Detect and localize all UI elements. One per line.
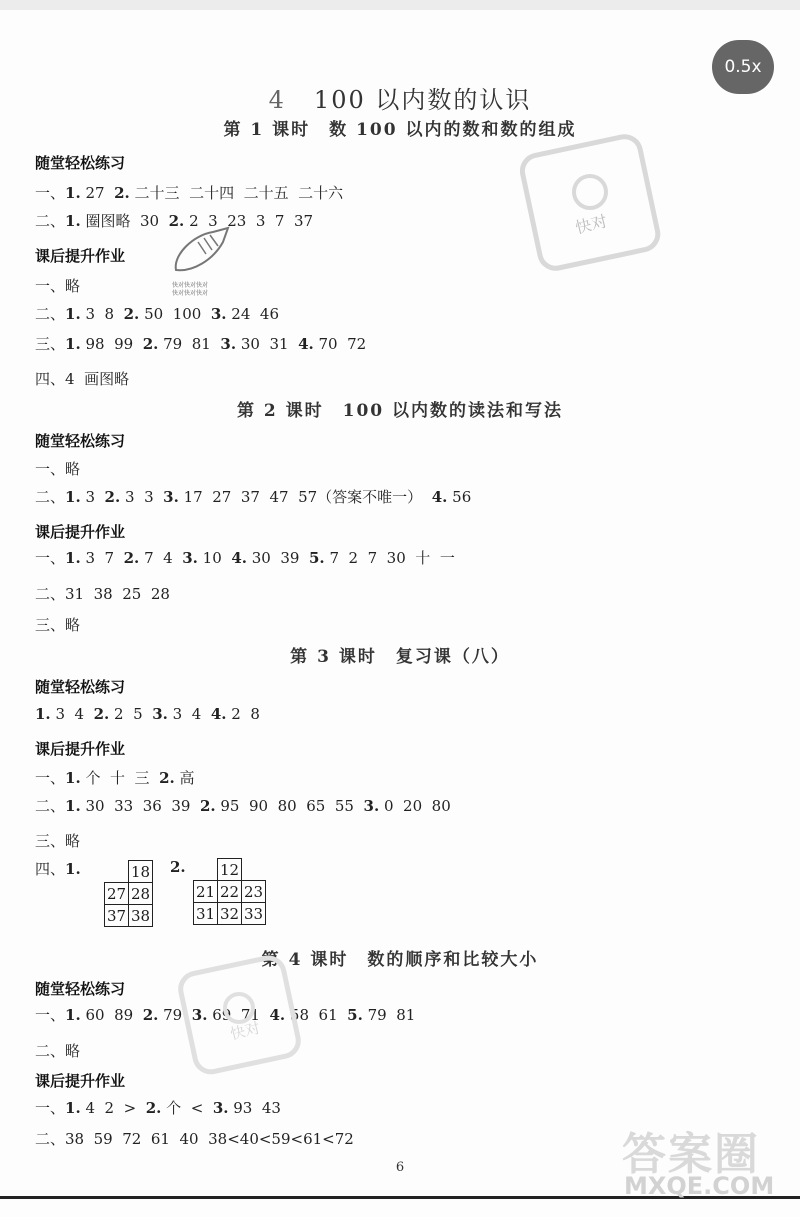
lesson-title: 第 3 课时 复习课（八） — [290, 647, 510, 667]
answer-text: 一、 — [35, 769, 66, 787]
answer-line — [35, 275, 80, 296]
question-number: 2. — [159, 769, 175, 787]
question-number: 1. — [65, 769, 81, 787]
answer-text: 30 39 — [246, 549, 309, 567]
answer-text: 三、 — [35, 335, 66, 353]
kuaidui-watermark-icon — [520, 130, 670, 275]
lesson-title: 第 1 课时 数 100 以内的数和数的组成 — [223, 120, 577, 140]
question-number: 2. — [145, 1099, 162, 1117]
answer-text: 一、略 — [35, 277, 81, 295]
answer-text: 30 31 — [236, 335, 299, 353]
answer-text: 10 — [197, 549, 232, 567]
question-number: 1. — [65, 860, 81, 878]
answer-line — [35, 583, 170, 604]
section-heading: 随堂轻松练习 — [35, 678, 126, 696]
answer-text: 95 90 80 65 55 — [215, 797, 364, 815]
grid-cell: 31 — [194, 903, 218, 925]
question-number: 3. — [163, 488, 179, 506]
question-number: 3. — [191, 1006, 208, 1024]
question-number: 2. — [104, 488, 121, 506]
answer-line — [35, 333, 366, 354]
question-number: 1. — [65, 184, 81, 202]
answer-text: 70 72 — [313, 335, 367, 353]
answer-line — [35, 1128, 354, 1149]
answer-text: 四、 — [35, 860, 66, 878]
answer-text: 3 4 — [50, 705, 94, 723]
answer-line — [35, 368, 129, 389]
question-number: 4. — [431, 488, 448, 506]
number-grid — [104, 860, 153, 927]
grid-cell — [105, 861, 129, 883]
question-number: 4. — [298, 335, 314, 353]
answer-text: 56 — [447, 488, 472, 506]
answer-line — [35, 767, 195, 788]
question-number: 4. — [269, 1006, 286, 1024]
answer-line — [35, 1097, 281, 1118]
grid-cell: 23 — [242, 881, 266, 903]
answer-text: 个 < — [161, 1099, 213, 1117]
question-number: 1. — [65, 305, 81, 323]
answer-text: 一、 — [35, 1099, 66, 1117]
section-heading: 随堂轻松练习 — [35, 154, 126, 172]
answer-text: 三、略 — [35, 616, 81, 634]
chapter-name: 100 以内数的认识 — [313, 86, 532, 114]
chapter-number: 4 — [268, 86, 286, 114]
answer-text: 7 4 — [139, 549, 183, 567]
grid-cell: 37 — [105, 905, 129, 927]
watermark-text: 快对 — [228, 1018, 262, 1044]
grid-row — [105, 861, 153, 883]
answer-text: 4 2 > — [80, 1099, 146, 1117]
answer-text: 93 43 — [228, 1099, 281, 1117]
question-number: 2. — [93, 705, 110, 723]
section-heading: 随堂轻松练习 — [35, 980, 126, 998]
question-number: 1. — [65, 1006, 81, 1024]
grid-row — [194, 881, 266, 903]
grid-cell: 32 — [218, 903, 242, 925]
answer-text: 98 99 — [80, 335, 143, 353]
answer-text: 2 8 — [226, 705, 260, 723]
answer-line — [35, 303, 279, 324]
grid-cell: 28 — [129, 883, 153, 905]
site-watermark-logo: 答案圈 — [622, 1129, 760, 1180]
answer-text: 一、 — [35, 549, 66, 567]
grid-cell: 38 — [129, 905, 153, 927]
answer-text: 3 3 — [120, 488, 164, 506]
question-number: 2. — [142, 335, 159, 353]
grid-label: 2. — [170, 858, 186, 876]
answer-line — [35, 795, 451, 816]
answer-line — [35, 458, 80, 479]
lesson-title: 第 4 课时 数的顺序和比较大小 — [261, 950, 539, 970]
answer-text: 30 33 36 39 — [80, 797, 200, 815]
question-number: 1. — [65, 1099, 81, 1117]
grid-cell: 12 — [218, 859, 242, 881]
grid-cell — [194, 859, 218, 881]
answer-line — [35, 705, 260, 723]
answer-text: 3 8 — [80, 305, 124, 323]
answer-text: 二十三 二十四 二十五 二十六 — [129, 184, 344, 202]
answer-text: 3 7 — [80, 549, 124, 567]
site-watermark-url: MXQE.COM — [624, 1172, 775, 1200]
question-number: 3. — [363, 797, 380, 815]
grid-cell — [242, 859, 266, 881]
question-number: 2. — [114, 184, 130, 202]
grid-cell: 33 — [242, 903, 266, 925]
answer-line — [35, 1040, 80, 1061]
question-number: 2. — [168, 212, 185, 230]
question-number: 1. — [65, 549, 81, 567]
section-heading: 课后提升作业 — [35, 247, 126, 265]
answer-text: 7 2 7 30 十 一 — [324, 549, 455, 567]
answer-text: 27 — [80, 184, 115, 202]
answer-line — [35, 182, 343, 203]
question-number: 5. — [309, 549, 325, 567]
grid-cell: 22 — [218, 881, 242, 903]
question-number: 1. — [65, 797, 81, 815]
question-number: 3. — [212, 1099, 229, 1117]
question-number: 2. — [123, 305, 140, 323]
answer-text: 一、略 — [35, 460, 81, 478]
question-number: 3. — [152, 705, 168, 723]
answer-text: 一、 — [35, 1006, 66, 1024]
answer-text: 二、 — [35, 305, 66, 323]
answer-text: 0 20 80 — [379, 797, 451, 815]
answer-text: 2 3 23 3 7 37 — [184, 212, 314, 230]
question-number: 3. — [182, 549, 198, 567]
answer-text: 四、4 画图略 — [35, 370, 130, 388]
answer-text: 79 81 — [158, 335, 221, 353]
question-number: 5. — [347, 1006, 363, 1024]
answer-text: 二、略 — [35, 1042, 81, 1060]
top-bar — [0, 0, 800, 10]
answer-text: 24 46 — [226, 305, 280, 323]
number-grid — [193, 858, 266, 925]
question-number: 2. — [123, 549, 140, 567]
question-number: 1. — [65, 488, 81, 506]
answer-text: 3 4 — [167, 705, 211, 723]
answer-line — [35, 547, 455, 568]
answer-line — [35, 858, 81, 879]
answer-line — [35, 830, 80, 851]
question-number: 1. — [65, 335, 81, 353]
answer-text: 三、略 — [35, 832, 81, 850]
answer-text: 二、 — [35, 488, 66, 506]
grid-cell: 21 — [194, 881, 218, 903]
answer-text: 50 100 — [139, 305, 211, 323]
grid-row — [105, 905, 153, 927]
question-number: 1. — [35, 705, 51, 723]
lesson-title: 第 2 课时 100 以内数的读法和写法 — [236, 401, 564, 421]
grid-row — [105, 883, 153, 905]
watermark-text: 快对 — [573, 211, 610, 238]
page-number: 6 — [395, 1160, 405, 1175]
answer-line — [35, 486, 471, 507]
grid-row — [194, 903, 266, 925]
answer-text: 高 — [174, 769, 195, 787]
answer-text: 个 十 三 — [80, 769, 160, 787]
grid-cell: 18 — [129, 861, 153, 883]
section-heading: 随堂轻松练习 — [35, 432, 126, 450]
answer-text: 58 61 — [285, 1006, 348, 1024]
question-number: 1. — [65, 212, 81, 230]
answer-text: 17 27 37 47 57（答案不唯一） — [178, 488, 432, 506]
answer-text: 79 — [158, 1006, 192, 1024]
chapter-title — [0, 80, 800, 115]
carrot-watermark-icon — [168, 220, 238, 280]
answer-line — [35, 614, 80, 635]
answer-text: 二、 — [35, 797, 66, 815]
answer-text: 79 81 — [362, 1006, 416, 1024]
question-number: 3. — [220, 335, 237, 353]
grid-cell: 27 — [105, 883, 129, 905]
question-number: 2. — [142, 1006, 159, 1024]
zoom-level-badge[interactable]: 0.5x — [712, 40, 774, 94]
answer-text: 2 5 — [109, 705, 153, 723]
answer-text: 二、31 38 25 28 — [35, 585, 170, 603]
answer-text: 圈图略 30 — [80, 212, 169, 230]
answer-text: 一、 — [35, 184, 66, 202]
question-number: 4. — [210, 705, 227, 723]
section-heading: 课后提升作业 — [35, 740, 126, 758]
question-number: 3. — [210, 305, 227, 323]
question-number: 4. — [231, 549, 247, 567]
watermark-small-text: 快对快对快对 快对快对快对 — [172, 282, 209, 297]
answer-text: 3 — [80, 488, 105, 506]
answer-text: 69 71 — [207, 1006, 270, 1024]
kuaidui-watermark-icon — [172, 950, 312, 1080]
section-heading: 课后提升作业 — [35, 523, 126, 541]
answer-text: 60 89 — [80, 1006, 143, 1024]
grid-row — [194, 859, 266, 881]
answer-text: 二、 — [35, 212, 66, 230]
question-number: 2. — [199, 797, 216, 815]
section-heading: 课后提升作业 — [35, 1072, 126, 1090]
answer-text: 二、38 59 72 61 40 38<40<59<61<72 — [35, 1130, 354, 1148]
